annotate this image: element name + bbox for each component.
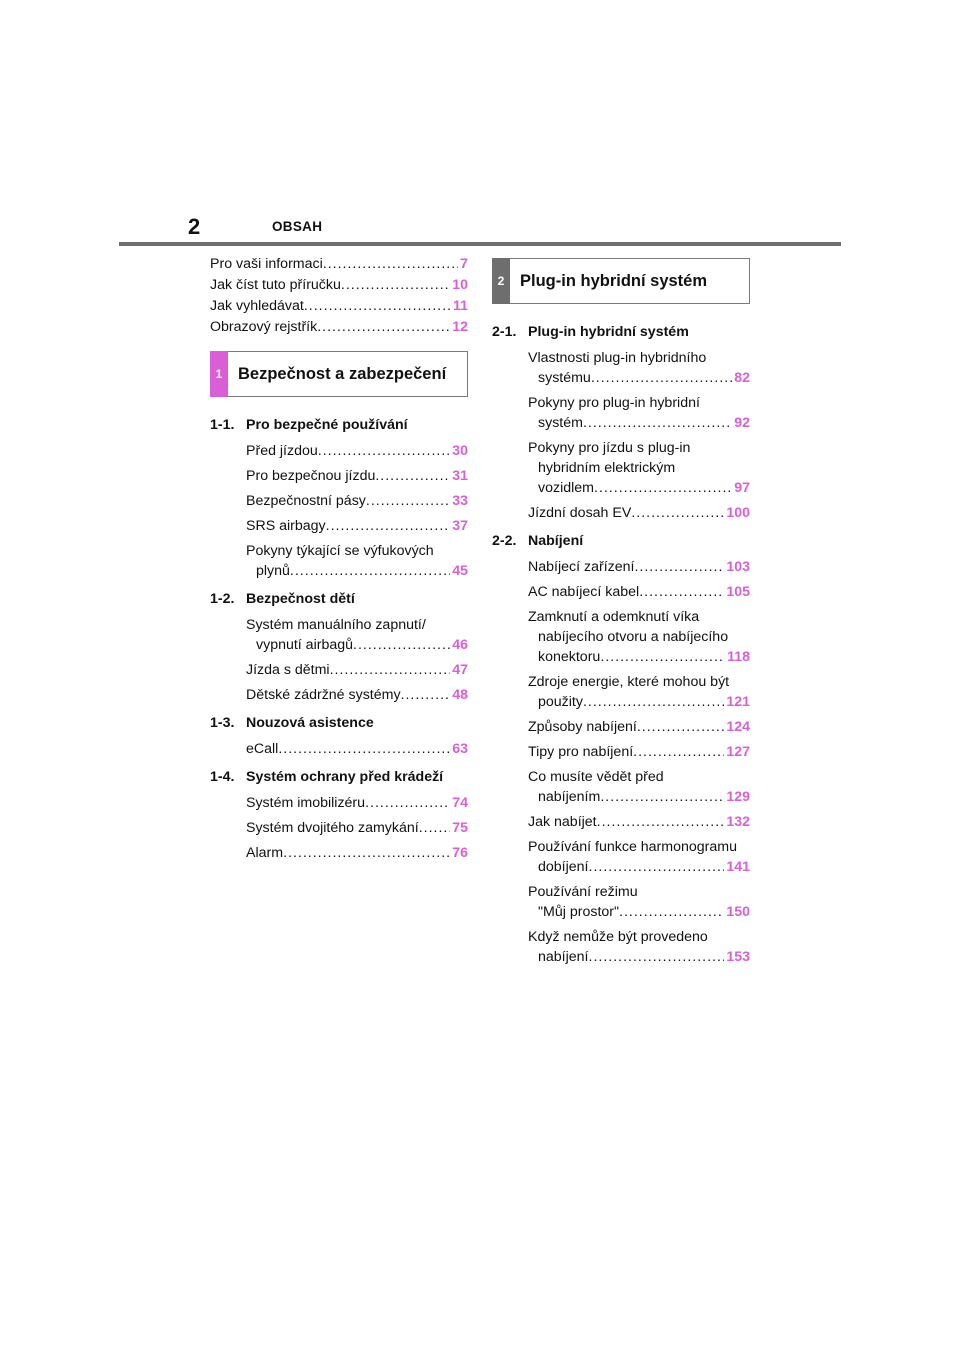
dot-leader xyxy=(290,561,450,581)
toc-entry[interactable] xyxy=(528,742,750,762)
toc-entry[interactable] xyxy=(210,254,468,274)
toc-page-number[interactable]: 92 xyxy=(734,415,750,431)
toc-entry-label: systému xyxy=(538,370,591,386)
subsection-heading[interactable] xyxy=(492,531,750,551)
subsection-title: Bezpečnost dětí xyxy=(246,591,355,607)
toc-page-number[interactable]: 37 xyxy=(452,518,468,534)
toc-page-number[interactable]: 124 xyxy=(726,719,750,735)
toc-page-number[interactable]: 31 xyxy=(452,468,468,484)
section-tab: 2 xyxy=(492,258,510,304)
subsection-title: Nouzová asistence xyxy=(246,715,374,731)
dot-leader xyxy=(375,466,450,486)
toc-entry-label: Způsoby nabíjení xyxy=(528,719,637,735)
toc-entry[interactable] xyxy=(528,393,750,433)
toc-page-number[interactable]: 153 xyxy=(726,949,750,965)
toc-entry-label: Vlastnosti plug-in hybridního xyxy=(528,350,707,366)
subsection xyxy=(210,415,468,581)
toc-page-number[interactable]: 10 xyxy=(452,277,468,293)
subsection xyxy=(492,322,750,523)
toc-entry-label: Pro vaši informaci xyxy=(210,256,323,272)
toc-page-number[interactable]: 30 xyxy=(452,443,468,459)
toc-entry[interactable] xyxy=(528,927,750,967)
toc-page-number[interactable]: 132 xyxy=(726,814,750,830)
toc-entry-label: Systém dvojitého zamykání xyxy=(246,820,419,836)
toc-entry-label: Jízda s dětmi xyxy=(246,662,330,678)
dot-leader xyxy=(583,413,732,433)
dot-leader xyxy=(326,516,451,536)
toc-entry-label: Jak nabíjet xyxy=(528,814,597,830)
toc-entry[interactable] xyxy=(528,348,750,388)
toc-page-number[interactable]: 76 xyxy=(452,845,468,861)
toc-entry-label: Jak číst tuto příručku xyxy=(210,277,341,293)
toc-entry[interactable] xyxy=(246,541,468,581)
toc-entry-label: eCall xyxy=(246,741,279,757)
dot-leader xyxy=(583,692,724,712)
toc-page-number[interactable]: 129 xyxy=(726,789,750,805)
left-column xyxy=(210,254,468,868)
toc-entry-label: Alarm xyxy=(246,845,284,861)
dot-leader xyxy=(278,739,450,759)
toc-entry[interactable] xyxy=(528,438,750,498)
toc-page-number[interactable]: 103 xyxy=(726,559,750,575)
toc-entry-label: SRS airbagy xyxy=(246,518,326,534)
toc-entry[interactable] xyxy=(246,793,468,813)
dot-leader xyxy=(597,812,725,832)
dot-leader xyxy=(365,793,450,813)
toc-entry-label: systém xyxy=(538,415,583,431)
dot-leader xyxy=(594,478,732,498)
toc-page-number[interactable]: 74 xyxy=(452,795,468,811)
toc-entry[interactable] xyxy=(528,557,750,577)
subsection-number: 1-2. xyxy=(210,591,235,607)
section-tab: 1 xyxy=(210,351,228,397)
toc-entry[interactable] xyxy=(246,660,468,680)
toc-page-number[interactable]: 46 xyxy=(452,637,468,653)
dot-leader xyxy=(589,857,725,877)
dot-leader xyxy=(283,843,450,863)
dot-leader xyxy=(631,503,724,523)
toc-page-number[interactable]: 82 xyxy=(734,370,750,386)
toc-entry-label: Nabíjecí zařízení xyxy=(528,559,635,575)
toc-page-number[interactable]: 105 xyxy=(726,584,750,600)
toc-entry-label: Pro bezpečnou jízdu xyxy=(246,468,376,484)
subsection xyxy=(210,589,468,705)
toc-entry-label: Používání funkce harmonogramu xyxy=(528,839,737,855)
subsection xyxy=(492,531,750,967)
toc-entry[interactable] xyxy=(246,491,468,511)
dot-leader xyxy=(330,660,451,680)
header-rule xyxy=(119,242,841,246)
toc-page-number[interactable]: 127 xyxy=(726,744,750,760)
toc-page-number[interactable]: 121 xyxy=(726,694,750,710)
toc-entry-label: Používání režimu xyxy=(528,884,638,900)
toc-page-number[interactable]: 141 xyxy=(726,859,750,875)
toc-entry-label: plynů xyxy=(256,563,290,579)
intro-list xyxy=(210,254,468,337)
toc-entry[interactable] xyxy=(528,503,750,523)
toc-entry[interactable] xyxy=(528,767,750,807)
toc-entry[interactable] xyxy=(528,672,750,712)
dot-leader xyxy=(600,787,724,807)
dot-leader xyxy=(637,717,724,737)
toc-entry-label: použity xyxy=(538,694,583,710)
toc-entry-label: Co musíte vědět před xyxy=(528,769,664,785)
subsection-heading[interactable] xyxy=(492,322,750,342)
toc-entry[interactable] xyxy=(246,818,468,838)
subsection-heading[interactable] xyxy=(210,713,468,733)
toc-entry[interactable] xyxy=(246,685,468,705)
toc-entry[interactable] xyxy=(246,516,468,536)
toc-entry[interactable] xyxy=(528,582,750,602)
subsection-heading[interactable] xyxy=(210,767,468,787)
toc-page-number[interactable]: 75 xyxy=(452,820,468,836)
toc-entry-label: Před jízdou xyxy=(246,443,318,459)
toc-entry-label: Systém imobilizéru xyxy=(246,795,366,811)
toc-entry[interactable] xyxy=(210,296,468,316)
toc-entry-label: Systém manuálního zapnutí/ xyxy=(246,617,426,633)
toc-entry[interactable] xyxy=(528,882,750,922)
toc-page-number[interactable]: 100 xyxy=(726,505,750,521)
toc-entry-label: vypnutí airbagů xyxy=(256,637,354,653)
toc-entry-label: Zamknutí a odemknutí víka xyxy=(528,609,700,625)
toc-entry-label: hybridním elektrickým xyxy=(538,460,676,476)
subsection-heading[interactable] xyxy=(210,589,468,609)
subsection-number: 2-1. xyxy=(492,324,517,340)
subsection-title: Plug-in hybridní systém xyxy=(528,324,689,340)
dot-leader xyxy=(633,742,724,762)
toc-entry-label: "Můj prostor" xyxy=(538,904,620,920)
toc-page-number[interactable]: 11 xyxy=(453,298,468,314)
toc-entry[interactable] xyxy=(528,837,750,877)
toc-page-number[interactable]: 7 xyxy=(460,256,468,272)
toc-entry[interactable] xyxy=(528,607,750,667)
toc-entry-label: vozidlem xyxy=(538,480,594,496)
dot-leader xyxy=(401,685,451,705)
toc-entry[interactable] xyxy=(246,615,468,655)
page-number: 2 xyxy=(188,214,201,239)
dot-leader xyxy=(366,491,450,511)
toc-entry[interactable] xyxy=(246,466,468,486)
toc-entry[interactable] xyxy=(246,843,468,863)
subsection-title: Pro bezpečné používání xyxy=(246,417,408,433)
toc-entry-label: Zdroje energie, které mohou být xyxy=(528,674,730,690)
toc-entry-label: nabíjení xyxy=(538,949,589,965)
subsection-number: 1-3. xyxy=(210,715,235,731)
dot-leader xyxy=(353,635,450,655)
toc-page-number[interactable]: 47 xyxy=(452,662,468,678)
dot-leader xyxy=(634,557,724,577)
toc-page-number[interactable]: 48 xyxy=(452,687,468,703)
right-column xyxy=(492,254,750,972)
toc-entry-label: AC nabíjecí kabel xyxy=(528,584,640,600)
toc-page-number[interactable]: 63 xyxy=(452,741,468,757)
subsection-heading[interactable] xyxy=(210,415,468,435)
dot-leader xyxy=(419,818,451,838)
toc-entry-label: Pokyny pro jízdu s plug-in xyxy=(528,440,691,456)
section-header-1[interactable] xyxy=(210,351,468,397)
dot-leader xyxy=(591,368,732,388)
dot-leader xyxy=(600,647,725,667)
section-title: Bezpečnost a zabezpečení xyxy=(238,364,447,383)
toc-entry-label: nabíjecího otvoru a nabíjecího xyxy=(538,629,729,645)
subsection-number: 1-4. xyxy=(210,769,235,785)
subsection-number: 1-1. xyxy=(210,417,235,433)
toc-page-number[interactable]: 12 xyxy=(452,319,468,335)
header-title: OBSAH xyxy=(272,219,323,234)
subsection xyxy=(210,767,468,863)
toc-entry-label: Tipy pro nabíjení xyxy=(528,744,634,760)
dot-leader xyxy=(639,582,724,602)
toc-page-number[interactable]: 45 xyxy=(452,563,468,579)
toc-entry-label: dobíjení xyxy=(538,859,589,875)
toc-entry-label: Bezpečnostní pásy xyxy=(246,493,366,509)
toc-entry[interactable] xyxy=(246,441,468,461)
subsection-number: 2-2. xyxy=(492,533,517,549)
toc-entry[interactable] xyxy=(246,739,468,759)
toc-entry-label: Pokyny pro plug-in hybridní xyxy=(528,395,700,411)
toc-entry-label: nabíjením xyxy=(538,789,601,805)
section-title: Plug-in hybridní systém xyxy=(520,271,708,290)
toc-entry-label: Dětské zádržné systémy xyxy=(246,687,401,703)
subsection xyxy=(210,713,468,759)
toc-entry-label: Když nemůže být provedeno xyxy=(528,929,708,945)
dot-leader xyxy=(619,902,724,922)
toc-entry-label: Obrazový rejstřík xyxy=(210,319,318,335)
toc-page-number[interactable]: 33 xyxy=(452,493,468,509)
dot-leader xyxy=(318,441,450,461)
toc-entry[interactable] xyxy=(210,275,468,295)
toc-page-number[interactable]: 118 xyxy=(727,649,750,665)
toc-entry-label: Pokyny týkající se výfukových xyxy=(246,543,434,559)
toc-entry-label: Jízdní dosah EV xyxy=(528,505,632,521)
toc-entry[interactable] xyxy=(210,317,468,337)
subsection-title: Systém ochrany před krádeží xyxy=(246,769,444,785)
toc-page-number[interactable]: 150 xyxy=(726,904,750,920)
section-header-2[interactable] xyxy=(492,258,750,304)
toc-entry-label: konektoru xyxy=(538,649,601,665)
dot-leader xyxy=(589,947,725,967)
toc-page-number[interactable]: 97 xyxy=(734,480,750,496)
toc-entry[interactable] xyxy=(528,812,750,832)
toc-entry-label: Jak vyhledávat xyxy=(210,298,304,314)
subsection-title: Nabíjení xyxy=(528,533,584,549)
toc-entry[interactable] xyxy=(528,717,750,737)
